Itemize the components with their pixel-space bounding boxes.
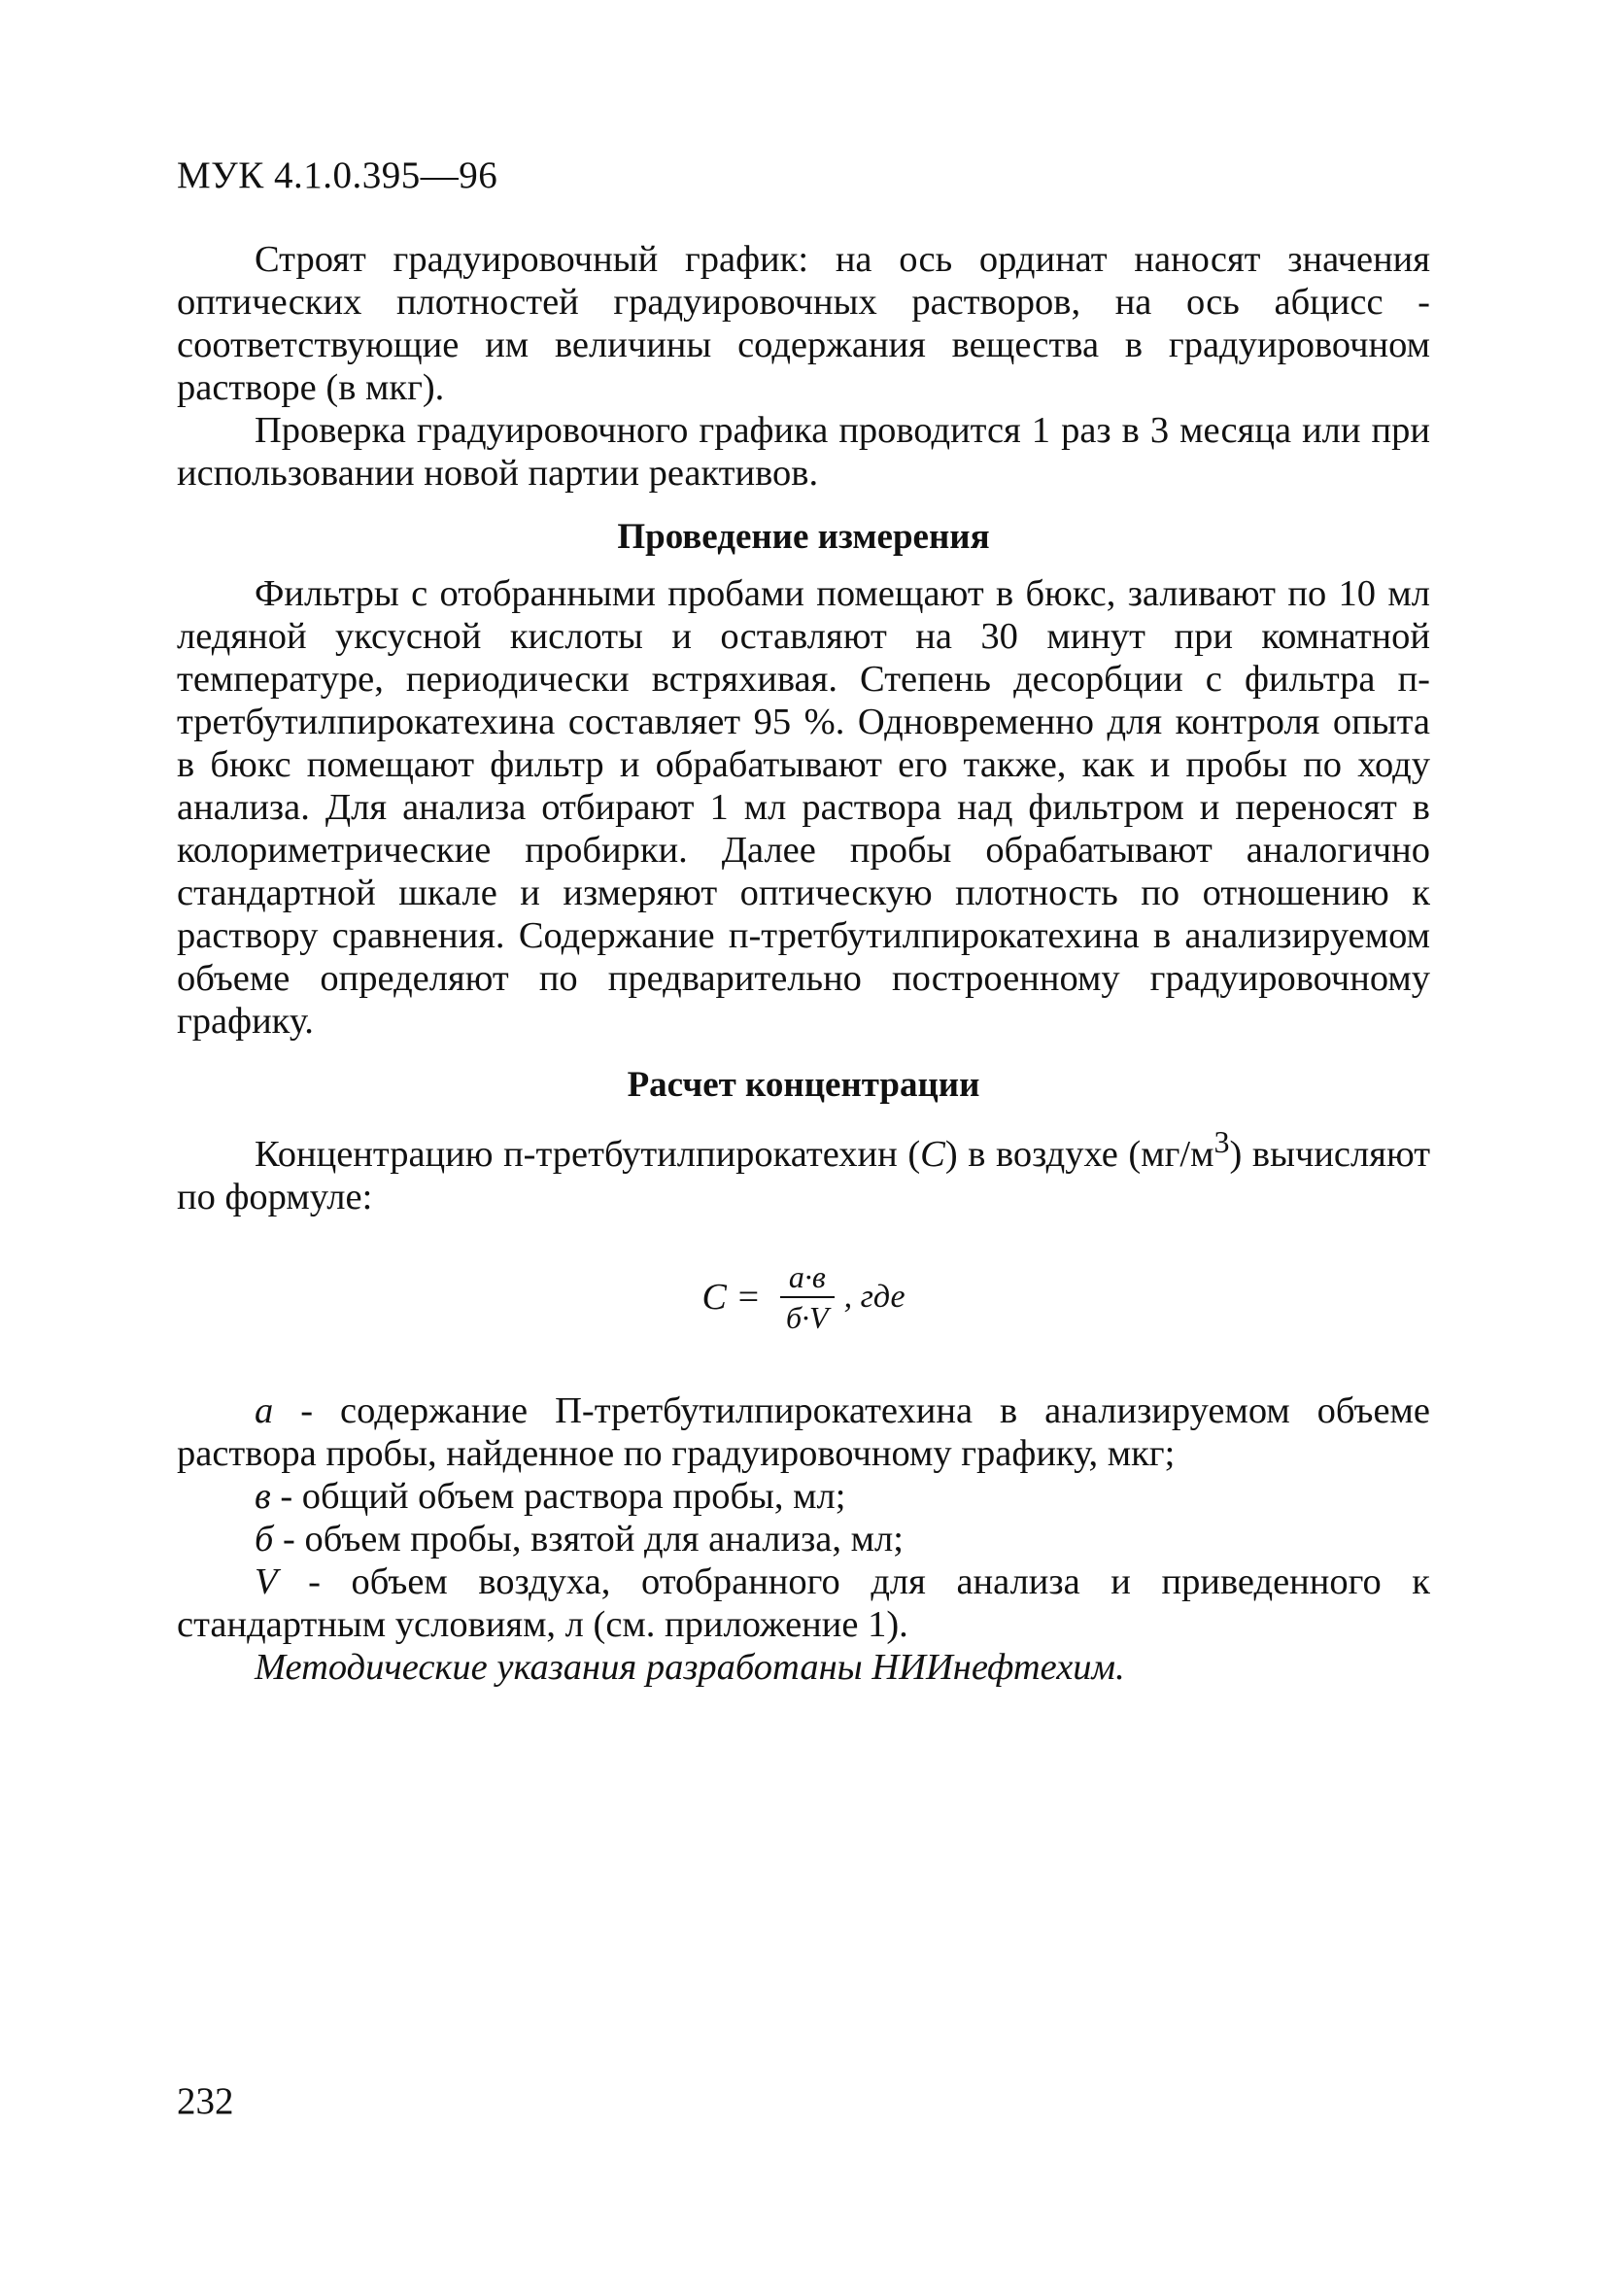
intro-text-part1: Концентрацию п-третбутилпирокатехин ( [255,1133,921,1175]
definition-a [177,1389,1430,1475]
definition-volume [177,1560,1430,1646]
document-code-header: МУК 4.1.0.395—96 [177,154,498,196]
authorship-note: Методические указания разработаны НИИнефтехим. [255,1646,1125,1688]
formula-fraction [780,1257,835,1337]
definition-volume-text: - объем воздуха, отобранного для анализа и приведенного к стандартным условиям, л (см. приложение 1). [177,1560,1430,1645]
definition-a-symbol: а [255,1389,274,1431]
superscript-3: 3 [1213,1124,1230,1159]
definition-b-text: - объем пробы, взятой для анализа, мл; [273,1518,904,1559]
paragraph-graph-check: Проверка градуировочного графика проводится 1 раз в 3 месяца или при использовании новой партии реактивов. [177,410,1430,494]
variable-definitions [177,1389,1430,1646]
concentration-formula [177,1244,1430,1351]
formula-lhs: С = [701,1276,761,1318]
definition-a-text: - содержание П-третбутилпирокатехина в анализируемом объеме раствора пробы, найденное по градуировочному графику, мкг; [177,1389,1430,1474]
formula-numerator: а·в [788,1258,826,1294]
paragraph-measurement-procedure: Фильтры с отобранными пробами помещают в бюкс, заливают по 10 мл ледяной уксусной кислоты и оставляют на 30 минут при комнатной температуре, периодически встряхивая. Степень десорбции с фильтра п-третбутилпирокатехина составляет 95 %. Одновременно для контроля опыта в бюкс помещают фильтр и обрабатывают его также, как и пробы по ходу анализа. Для анализа отбирают 1 мл раствора над фильтром и переносят в колориметрические пробирки. Далее пробы обрабатывают аналогично стандартной шкале и измеряют оптическую плотность по отношению к раствору сравнения. Содержание п-третбутилпирокатехина в анализируемом объеме определяют по предварительно построенному градуировочному графику. [177,573,1430,1042]
definition-b-symbol: б [255,1518,274,1559]
definition-volume-symbol: V [255,1560,278,1602]
intro-text-part3: ) вычисляют по формуле: [177,1133,1431,1217]
definition-b [177,1518,1430,1560]
definition-v [177,1475,1430,1518]
page-content [177,238,1430,1689]
paragraph-calibration-graph: Строят градуировочный график: на ось ординат наносят значения оптических плотностей градуировочных растворов, на ось абцисс - соответствующие им величины содержания вещества в градуировочном растворе (в мкг). [177,239,1430,408]
intro-text-part2: ) в воздухе (мг/м [944,1133,1214,1175]
formula-tail: , где [843,1278,906,1315]
definition-v-text: - общий объем раствора пробы, мл; [270,1475,846,1517]
definition-v-symbol: в [255,1475,271,1517]
symbol-c: С [920,1133,945,1175]
heading-concentration-calculation: Расчет концентрации [627,1065,980,1105]
page-number: 232 [177,2080,234,2122]
paragraph-concentration-intro [177,1120,1430,1218]
heading-measurement: Проведение измерения [617,517,990,557]
formula-denominator: б·V [785,1299,829,1335]
